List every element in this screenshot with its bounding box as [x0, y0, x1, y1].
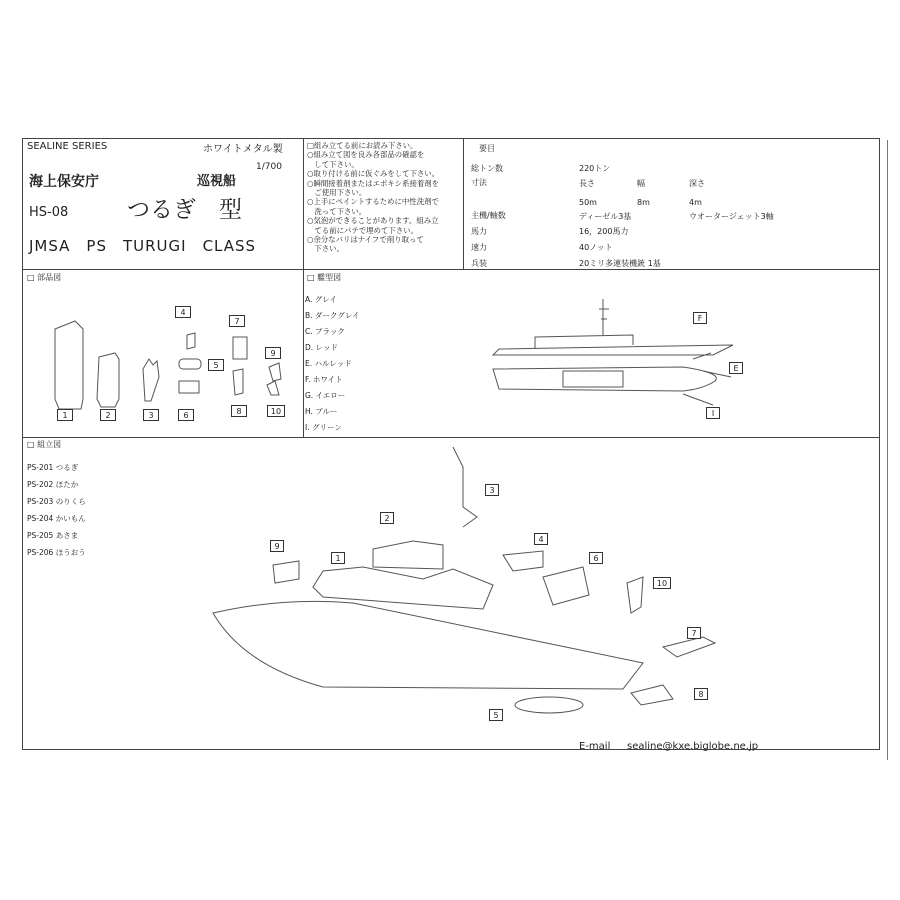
spec-value: 50m	[579, 198, 597, 207]
vessel-type-label: 巡視船	[197, 174, 237, 189]
instruction-line: てる前にパテで埋めて下さい。	[307, 225, 418, 235]
side-profile-hull	[493, 345, 733, 355]
part-4-shape	[187, 333, 195, 349]
assembly-callout: 9	[270, 540, 284, 552]
instructions	[307, 141, 461, 254]
spec-value: 20ミリ多連装機銃 1基	[579, 259, 661, 268]
instruction-line: して下さい。	[307, 159, 359, 169]
color-item: A. グレイ	[305, 295, 337, 304]
spec-label: 寸法	[471, 178, 487, 187]
ship-name: PS-205 あさま	[27, 531, 79, 540]
part-callout: 3	[143, 409, 159, 421]
part-callout: 10	[267, 405, 285, 417]
ship-name: PS-201 つるぎ	[27, 463, 79, 472]
color-callout: F	[693, 312, 707, 324]
scale-label: 1/700	[256, 162, 282, 172]
part-10-shape	[267, 381, 279, 395]
specs-title: 要目	[479, 144, 495, 153]
top-view-deck	[563, 371, 623, 387]
instruction-line: 下さい。	[307, 244, 344, 254]
callout-leader	[683, 394, 713, 405]
color-callout: E	[729, 362, 743, 374]
part-callout: 7	[229, 315, 245, 327]
hull-profile-drawing	[303, 269, 879, 437]
instruction-line: ○気泡ができることがあります。組み立	[307, 216, 439, 226]
part-8-shape	[233, 369, 243, 395]
divider	[463, 139, 464, 269]
assembled-part-6	[543, 567, 589, 605]
instruction-line: ○余分なバリはナイフで削り取って	[307, 235, 424, 245]
color-callout: I	[706, 407, 720, 419]
part-5-shape	[179, 359, 201, 369]
assembly-callout: 3	[485, 484, 499, 496]
part-7-shape	[233, 337, 247, 359]
assembled-part-10	[627, 577, 643, 613]
color-item: C. ブラック	[305, 327, 345, 336]
assembly-callout: 5	[489, 709, 503, 721]
assembled-part-8	[631, 685, 673, 705]
mast	[599, 299, 609, 335]
assembly-callout: 2	[380, 512, 394, 524]
assembly-callout: 7	[687, 627, 701, 639]
part-callout: 8	[231, 405, 247, 417]
part-callout: 9	[265, 347, 281, 359]
instruction-line: ご使用下さい。	[307, 188, 367, 198]
material-label: ホワイトメタル製	[203, 144, 283, 155]
email-address[interactable]: sealine@kxe.biglobe.ne.jp	[627, 741, 759, 752]
ship-name: PS-204 かいもん	[27, 514, 86, 523]
part-callout: 6	[178, 409, 194, 421]
assembly-callout: 6	[589, 552, 603, 564]
color-item: F. ホワイト	[305, 375, 343, 384]
part-callout: 5	[208, 359, 224, 371]
instruction-line: ○組み立て図を良み各部品の確認を	[307, 150, 425, 160]
part-9-shape	[269, 363, 281, 381]
callout-leader	[703, 371, 731, 377]
assembly-callout: 8	[694, 688, 708, 700]
spec-value: ディーゼル3基	[579, 212, 632, 221]
part-callout: 2	[100, 409, 116, 421]
assembled-superstructure	[313, 567, 493, 609]
spec-value: 深さ	[689, 179, 705, 188]
color-item: E. ハルレッド	[305, 359, 352, 368]
spec-label: 速力	[471, 243, 487, 252]
color-item: B. ダークグレイ	[305, 311, 360, 320]
assembly-callout: 4	[534, 533, 548, 545]
part-3-shape	[143, 359, 159, 401]
spec-value: 長さ	[579, 179, 595, 188]
color-item: H. ブルー	[305, 407, 338, 416]
ship-name: PS-202 ほたか	[27, 480, 79, 489]
color-item: D. レッド	[305, 343, 338, 352]
spec-label: 馬力	[471, 227, 487, 236]
spec-value: 40ノット	[579, 243, 613, 252]
model-code: HS-08	[29, 205, 69, 220]
spec-label: 兵装	[471, 259, 487, 268]
instruction-line: ○取り付ける前に仮ぐみをして下さい。	[307, 169, 440, 179]
assembled-part-5	[515, 697, 583, 713]
spec-value: 220トン	[579, 164, 611, 173]
ship-name: PS-206 ほうおう	[27, 548, 86, 557]
assembled-part-4	[503, 551, 543, 571]
assembly-title: □ 組立図	[27, 440, 62, 449]
assembly-drawing	[23, 437, 879, 749]
assembly-callout: 1	[331, 552, 345, 564]
color-item: G. イエロー	[305, 391, 346, 400]
scan-edge-line	[887, 140, 888, 760]
part-1-shape	[55, 321, 83, 409]
spec-value: 幅	[637, 179, 645, 188]
spec-label: 主機/軸数	[471, 211, 506, 220]
part-2-shape	[97, 353, 119, 407]
colors-title: □ 艦型図	[307, 273, 342, 282]
class-name: つるぎ 型	[127, 197, 242, 223]
assembled-part-7	[663, 637, 715, 657]
ship-name: PS-203 のりくら	[27, 497, 86, 506]
assembled-bridge	[373, 541, 443, 569]
spec-value: 4m	[689, 198, 702, 207]
instruction-line: □組み立てる前にお読み下さい。	[307, 141, 418, 150]
spec-label: 総トン数	[471, 164, 503, 173]
callout-leader	[693, 353, 711, 359]
part-callout: 1	[57, 409, 73, 421]
instruction-line: ○上手にペイントするために中性洗剤で	[307, 197, 439, 207]
spec-value: ウオータージェット3軸	[689, 212, 774, 221]
series-label: SEALINE SERIES	[27, 141, 108, 152]
divider	[303, 139, 304, 269]
spec-value: 16，200馬力	[579, 227, 629, 236]
instruction-line: 洗って下さい。	[307, 206, 367, 216]
assembled-mast	[453, 447, 477, 527]
assembled-hull	[213, 601, 643, 689]
assembled-part-9	[273, 561, 299, 583]
spec-value: 8m	[637, 198, 650, 207]
instruction-line: ○瞬間接着剤またはエポキシ系接着剤を	[307, 178, 440, 188]
part-callout: 4	[175, 306, 191, 318]
parts-title: □ 部品図	[27, 273, 62, 282]
email-label: E-mail	[579, 741, 611, 752]
instruction-sheet	[22, 138, 880, 750]
part-6-shape	[179, 381, 199, 393]
color-item: I. グリーン	[305, 423, 342, 432]
assembly-callout: 10	[653, 577, 671, 589]
english-class-name: JMSA PS TURUGI CLASS	[29, 237, 257, 255]
agency-label: 海上保安庁	[29, 174, 99, 190]
